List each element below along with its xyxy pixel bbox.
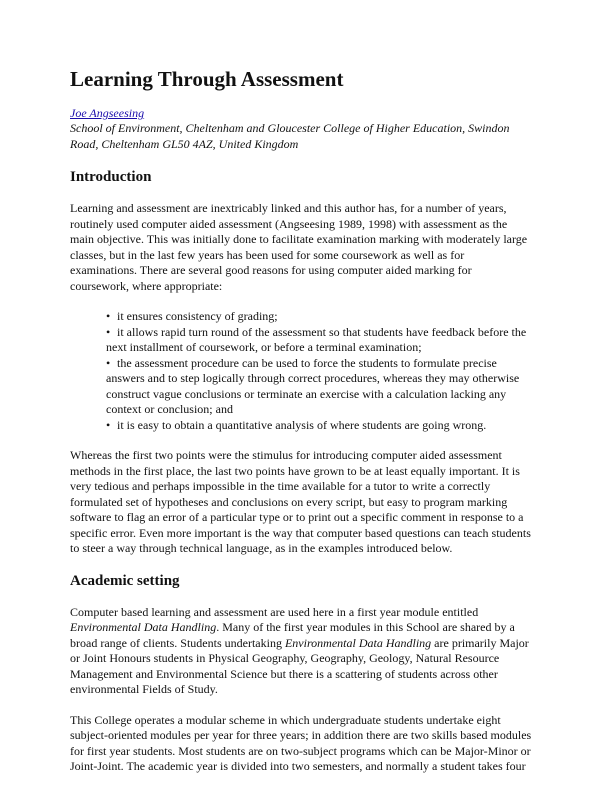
introduction-paragraph-1: Learning and assessment are inextricably linked and this author has, for a number of years, routinely used computer aided assessment (Angseesing 1989, 1998) with assessment as the main objective. This was initially done to facilitate examination marking with moderately large classes, but in the last few years has been used for some coursework as well as for examinations. There are several good reasons for using computer aided marking for coursework, where appropriate: — [70, 201, 528, 293]
academic-setting-heading: Academic setting — [70, 572, 180, 589]
list-item-text: it ensures consistency of grading; — [117, 309, 278, 323]
text-run: are primarily Major or Joint Honours students in Physical Geography, Geography, Geology, Natural Resource Management and Environmental Science but there is a scattering of students across other environmental Fields of Study. — [70, 635, 529, 696]
list-item — [106, 325, 532, 356]
academic-paragraph-2: This College operates a modular scheme in which undergraduate students undertake eight subject-oriented modules per year for three years; in addition there are two skills based modules for first year students. Most students are on two-subject programs which can be Major-Minor or Joint-Joint. The academic year is divided into two semesters, and normally a student takes four — [70, 712, 532, 773]
bullet-icon: • — [106, 309, 111, 323]
page-title: Learning Through Assessment — [70, 67, 344, 91]
article — [70, 66, 532, 790]
list-item — [106, 418, 532, 434]
bullet-icon: • — [106, 417, 111, 432]
list-item-text: it allows rapid turn round of the assessment so that students have feedback before the next installment of coursework, or before a terminal examination; — [106, 324, 527, 354]
author-affiliation: School of Environment, Cheltenham and Gloucester College of Higher Education, Swindon Road, Cheltenham GL50 4AZ, United Kingdom — [70, 121, 510, 151]
author-line — [70, 106, 532, 121]
bullet-icon: • — [106, 324, 111, 339]
reasons-list — [106, 309, 532, 433]
bullet-icon: • — [106, 355, 111, 370]
list-item-text: the assessment procedure can be used to force the students to formulate precise answers and to step logically through correct procedures, whereas they may otherwise construct vague conclusions or terminate an exercise with a calculation lacking any context or conclusion; and — [106, 355, 520, 416]
author-link[interactable]: Joe Angseesing — [70, 106, 145, 120]
introduction-heading: Introduction — [70, 169, 152, 185]
list-item — [106, 309, 532, 325]
introduction-paragraph-2: Whereas the first two points were the stimulus for introducing computer aided assessment methods in the first place, the last two points have grown to be at least equally important. It is very tedious and perhaps impossible in the time available for a tutor to write a correctly formulated set of hypotheses and conclusions on every script, but easy to program marking software to flag an error of a particular type or to print out a specific comment in response to a specific error. Even more important is the way that computer based questions can teach students to steer a way through technical language, as in the examples introduced below. — [70, 448, 531, 555]
text-run: Computer based learning and assessment are used here in a first year module entitled — [70, 604, 479, 619]
academic-paragraph-1 — [70, 605, 532, 698]
list-item-text: it is easy to obtain a quantitative analysis of where students are going wrong. — [117, 417, 487, 432]
module-name: Environmental Data Handling — [284, 635, 432, 650]
text-run: . Many of the first year modules in this School are shared by a broad range of clients. Students undertaking — [70, 620, 515, 650]
list-item — [106, 356, 532, 418]
module-name: Environmental Data Handling — [70, 620, 217, 634]
